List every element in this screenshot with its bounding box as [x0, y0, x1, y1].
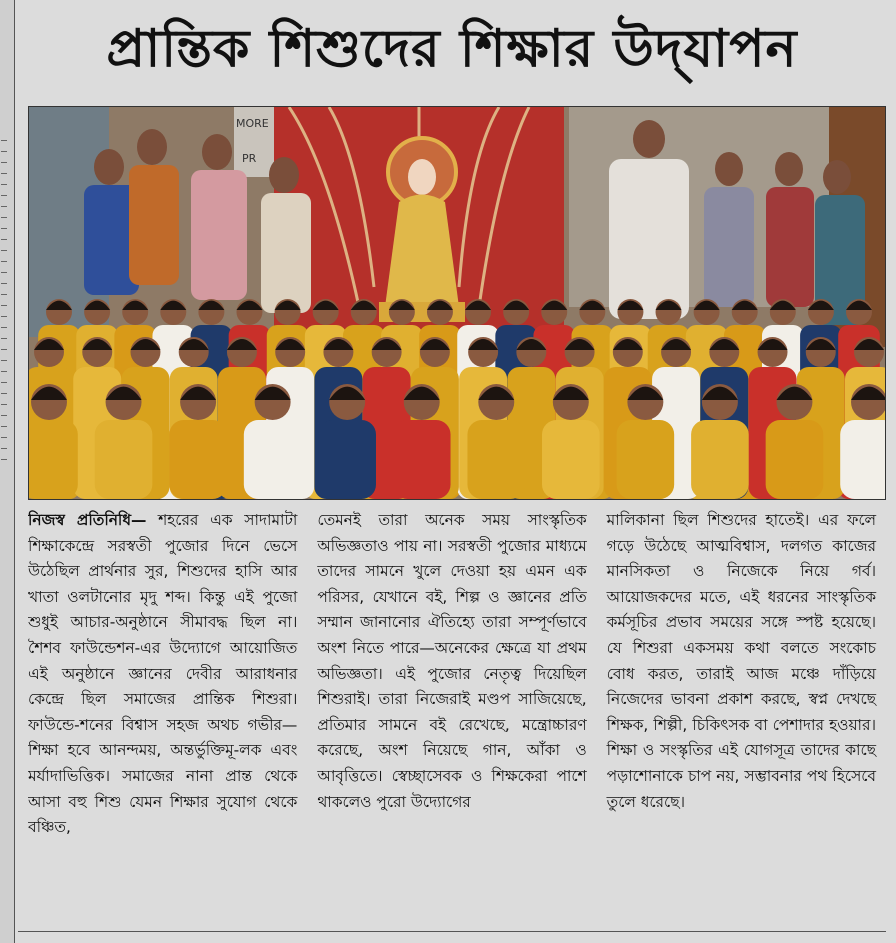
child-figure — [29, 420, 78, 499]
strip-tick — [1, 261, 7, 262]
article-column-1 — [28, 508, 307, 932]
child-figure — [617, 420, 675, 499]
child-figure — [95, 420, 153, 499]
strip-tick — [1, 272, 7, 273]
strip-tick — [1, 151, 7, 152]
strip-tick — [1, 239, 7, 240]
column-1-text: শহরের এক সাদামাটা শিক্ষাকেন্দ্রে সরস্বতী পুজোর দিনে ভেসে উঠেছিল প্রার্থনার সুর, শিশুদের হাসি আর খাতা ওলটানোর মৃদু শব্দ। কিন্তু এই পুজো শুধুই আচার-অনুষ্ঠানে সীমাবদ্ধ ছিল না। শৈশব ফাউন্ডেশন-এর উদ্যোগে আয়োজিত এই অনুষ্ঠানে জ্ঞানের দেবীর আরাধনার কেন্দ্রে ছিল সমাজের প্রান্তিক শিশুরা। ফাউন্ডে-শনের বিশ্বাস সহজ অথচ গভীর—শিক্ষা হবে আনন্দময়, অন্তর্ভুক্তিমূ-লক এবং মর্যাদাভিত্তিক। সমাজের নানা প্রান্ত থেকে আসা বহু শিশু যেমন শিক্ষার সুযোগ থেকে বঞ্চিত, — [28, 511, 298, 837]
adjacent-column-edge — [0, 0, 15, 943]
poster-text-more: MORE — [236, 117, 269, 130]
strip-tick — [1, 371, 7, 372]
child-figure — [318, 420, 376, 499]
article-column-3 — [597, 508, 886, 932]
strip-tick — [1, 217, 7, 218]
strip-tick — [1, 294, 7, 295]
strip-tick — [1, 228, 7, 229]
strip-tick — [1, 327, 7, 328]
event-photo — [28, 106, 886, 500]
seated-children-group — [29, 299, 885, 499]
strip-tick — [1, 305, 7, 306]
strip-tick — [1, 382, 7, 383]
byline: নিজস্ব প্রতিনিধি— — [28, 511, 147, 529]
strip-tick — [1, 338, 7, 339]
strip-tick — [1, 360, 7, 361]
strip-tick — [1, 415, 7, 416]
strip-tick — [1, 459, 7, 460]
strip-tick — [1, 173, 7, 174]
child-figure — [169, 420, 227, 499]
strip-tick — [1, 250, 7, 251]
column-3-text: মালিকানা ছিল শিশুদের হাতেই। এর ফলে গড়ে উঠেছে আত্মবিশ্বাস, দলগত কাজের মানসিকতা ও নিজেকে নিয়ে গর্ব। আয়োজকদের মতে, এই ধরনের সাংস্কৃতিক কর্মসূচির প্রভাব সময়ের সঙ্গে স্পষ্ট হয়েছে। যে শিশুরা একসময় কথা বলতে সংকোচ বোধ করত, তারাই আজ মঞ্চে দাঁড়িয়ে নিজেদের ভাবনা প্রকাশ করছে, স্বপ্ন দেখছে শিক্ষক, শিল্পী, চিকিৎসক বা পেশাদার হওয়ার। শিক্ষা ও সংস্কৃতির এই যোগসূত্র তাদের কাছে পড়াশোনাকে চাপ নয়, সম্ভাবনার পথ হিসেবে তুলে ধরেছে। — [606, 511, 876, 811]
strip-tick — [1, 184, 7, 185]
child-figure — [393, 420, 451, 499]
strip-tick — [1, 393, 7, 394]
article-column-2 — [307, 508, 596, 932]
headline: প্রান্তিক শিশুদের শিক্ষার উদ্‌যাপন — [106, 18, 798, 79]
column-2-text: তেমনই তারা অনেক সময় সাংস্কৃতিক অভিজ্ঞতাও পায় না। সরস্বতী পুজোর মাধ্যমে তাদের সামনে খুলে দেওয়া হয় এমন এক পরিসর, যেখানে বই, শিল্প ও জ্ঞানের প্রতি সম্মান জানানোর ঐতিহ্যে তারা সম্পূর্ণভাবে অংশ নিতে পারে—অনেকের ক্ষেত্রে যা প্রথম অভিজ্ঞতা। এই পুজোর নেতৃত্ব দিয়েছিল শিশুরাই। তারা নিজেরাই মণ্ডপ সাজিয়েছে, প্রতিমার সামনে বই রেখেছে, মন্ত্রোচ্চারণ করেছে, অংশ নিয়েছে গান, আঁকা ও আবৃত্তিতে। স্বেচ্ছাসেবক ও শিক্ষকেরা পাশে থাকলেও পুরো উদ্যোগের — [317, 511, 587, 811]
strip-tick — [1, 316, 7, 317]
strip-tick — [1, 140, 7, 141]
strip-tick — [1, 195, 7, 196]
strip-tick — [1, 404, 7, 405]
strip-tick — [1, 162, 7, 163]
child-figure — [542, 420, 600, 499]
child-figure — [691, 420, 749, 499]
strip-tick — [1, 448, 7, 449]
strip-tick — [1, 283, 7, 284]
child-figure — [766, 420, 824, 499]
child-figure — [840, 420, 885, 499]
strip-tick — [1, 437, 7, 438]
child-figure — [467, 420, 525, 499]
strip-tick — [1, 349, 7, 350]
article-body — [28, 508, 886, 932]
strip-tick — [1, 206, 7, 207]
event-photo-illustration — [29, 107, 885, 499]
poster-text-pr: PR — [242, 152, 257, 165]
strip-tick — [1, 426, 7, 427]
bottom-rule — [18, 931, 886, 932]
child-figure — [244, 420, 302, 499]
